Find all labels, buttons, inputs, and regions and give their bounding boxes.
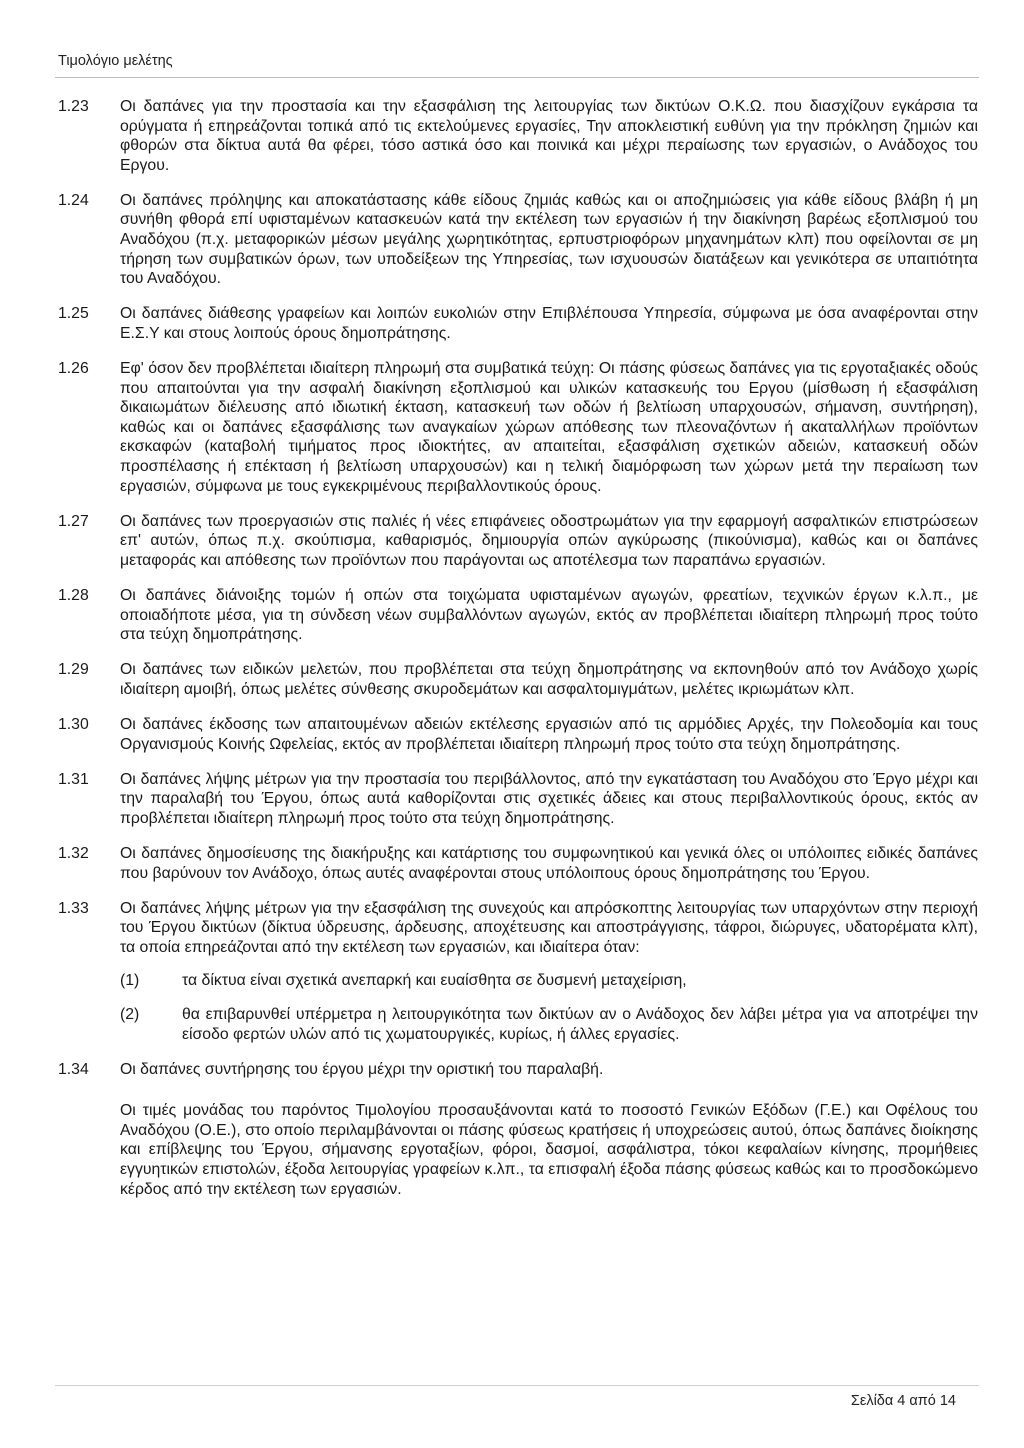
- item-text: Οι δαπάνες λήψης μέτρων για την προστασία του περιβάλλοντος, από την εγκατάσταση του Αναδόχου στο Έργο μέχρι και την παραλαβή του Έργου, όπως αυτά καθορίζονται στις σχετικές άδειες και στους περιβαλλοντικούς όρους, εκτός αν προβλέπεται ιδιαίτερη πληρωμή προς τούτο στα τεύχη δημοπράτησης.: [120, 770, 978, 827]
- item-text: Εφ' όσον δεν προβλέπεται ιδιαίτερη πληρωμή στα συμβατικά τεύχη: Οι πάσης φύσεως δαπάνες για τις εργοταξιακές οδούς που απαιτούνται για την ασφαλή διακίνηση εξοπλισμού και υλικών κατασκευής του Εργου (μίσθωση ή εξασφάλιση δικαιωμάτων διέλευσης από ιδιωτική έκταση, κατασκευή των οδών ή βελτίωση υπαρχουσών, σήμανση, συντήρηση), καθώς και οι δαπάνες εξασφάλισης των αναγκαίων χώρων απόθεσης των πλεοναζόντων ή ακαταλλήλων προϊόντων εκσκαφών (καταβολή τιμήματος προς ιδιοκτήτες, αν απαιτείται, εξασφάλιση σχετικών αδειών, κατασκευή οδών προσπέλασης ή επέκταση ή βελτίωση υπαρχουσών) και η τελική διαμόρφωση των χώρων μετά την περαίωση των εργασιών, σύμφωνα με τους εγκεκριμένους περιβαλλοντικούς όρους.: [120, 360, 978, 495]
- item-number: 1.25: [58, 305, 89, 323]
- item-number: 1.31: [58, 770, 89, 788]
- item-number: 1.33: [58, 899, 89, 917]
- item-text: Οι δαπάνες των ειδικών μελετών, που προβλέπεται στα τεύχη δημοπράτησης να εκπονηθούν από τον Ανάδοχο χωρίς ιδιαίτερη αμοιβή, όπως μελέτες σύνθεσης σκυροδεμάτων και ασφαλτομιγμάτων, μελέτες ικριωμάτων κλπ.: [120, 661, 978, 698]
- item-text: Οι δαπάνες συντήρησης του έργου μέχρι την οριστική του παραλαβή.: [120, 1060, 604, 1078]
- sub-item-number: (1): [120, 972, 140, 990]
- closing-paragraph: Οι τιμές μονάδας του παρόντος Τιμολογίου προσαυξάνονται κατά το ποσοστό Γενικών Εξόδων (Γ.Ε.) και Οφέλους του Αναδόχου (Ο.Ε.), στο οποίο περιλαμβάνονται οι πάσης φύσεως κρατήσεις ή υποχρεώσεις αυτού, όπως δαπάνες διοίκησης και επίβλεψης του Έργου, σήμανσης εργοταξίων, φόροι, δασμοί, ασφάλιστρα, τόκοι κεφαλαίων κίνησης, προμήθειες εγγυητικών επιστολών, έξοδα λειτουργίας γραφείων κ.λπ., τα επισφαλή έξοδα πάσης φύσεως καθώς και το προσδοκώμενο κέρδος από την εκτέλεση των εργασιών.: [120, 1102, 978, 1198]
- list-item: [58, 844, 978, 883]
- item-text: Οι δαπάνες δημοσίευσης της διακήρυξης και κατάρτισης του συμφωνητικού και γενικά όλες οι υπόλοιπες ειδικές δαπάνες που βαρύνουν τον Ανάδοχο, όπως αυτές αναφέρονται στους υπόλοιπους όρους δημοπράτησης του Έργου.: [120, 844, 978, 882]
- sub-item: [120, 1005, 978, 1044]
- list-item: [58, 97, 978, 175]
- list-item: [58, 512, 978, 571]
- header-divider: [55, 77, 979, 78]
- document-title: Τιμολόγιο μελέτης: [58, 53, 173, 69]
- item-number: 1.34: [58, 1060, 89, 1078]
- item-text-block: [120, 899, 978, 1045]
- item-number: 1.27: [58, 512, 89, 530]
- list-item: [58, 304, 978, 343]
- item-text: Οι δαπάνες για την προστασία και την εξασφάλιση της λειτουργίας των δικτύων Ο.Κ.Ω. που διασχίζουν εγκάρσια τα ορύγματα ή επηρεάζονται τοπικά από τις εκτελούμενες εργασίες, Την αποκλειστική ευθύνη για την πρόκληση ζημιών και φθορών στα δίκτυα αυτά θα φέρει, τόσο αστικά όσο και ποινικά και μέχρι περαίωσης των εργασιών, ο Ανάδοχος του Εργου.: [120, 98, 978, 174]
- item-text: Οι δαπάνες πρόληψης και αποκατάστασης κάθε είδους ζημιάς καθώς και οι αποζημιώσεις για κάθε είδους βλάβη ή μη συνήθη φθορά επί υφισταμένων κατασκευών κατά την εκτέλεση των εργασιών ή την διακίνηση βαρέως εξοπλισμού του Αναδόχου (π.χ. μεταφορικών μέσων μεγάλης χωρητικότητας, ερπυστριοφόρων μηχανημάτων κλπ) που οφείλονται σε μη τήρηση των συμβατικών όρων, των υποδείξεων της Υπηρεσίας, των ισχυουσών διατάξεων και γενικότερα σε υπαιτιότητα του Αναδόχου.: [120, 191, 978, 288]
- list-item: [58, 359, 978, 496]
- item-number: 1.28: [58, 586, 89, 604]
- list-item: [58, 660, 978, 699]
- item-text: Οι δαπάνες λήψης μέτρων για την εξασφάλιση της συνεχούς και απρόσκοπτης λειτουργίας των υπαρχόντων στην περιοχή του Έργου δικτύων (δίκτυα ύδρευσης, άρδευσης, αποχέτευσης και αποστράγγισης, τάφροι, διώρυγες, υδατορέματα κλπ), τα οποία επηρεάζονται από την εκτέλεση των εργασιών, και ιδιαίτερα όταν:: [120, 899, 978, 956]
- sub-item: [120, 971, 978, 991]
- page-number: Σελίδα 4 από 14: [850, 1393, 956, 1409]
- list-item: [58, 770, 978, 829]
- item-number: 1.32: [58, 844, 89, 862]
- footer-divider: [55, 1385, 979, 1386]
- document-body: [58, 97, 978, 1199]
- list-item: [58, 586, 978, 645]
- list-item: [58, 715, 978, 754]
- sub-item-text: τα δίκτυα είναι σχετικά ανεπαρκή και ευαίσθητα σε δυσμενή μεταχείριση,: [182, 972, 687, 990]
- list-item: [58, 899, 978, 1045]
- item-text: Οι δαπάνες των προεργασιών στις παλιές ή νέες επιφάνειες οδοστρωμάτων για την εφαρμογή ασφαλτικών επιστρώσεων επ' αυτών, όπως π.χ. σκούπισμα, καθαρισμός, δημιουργία οπών αγκύρωσης (πικούνισμα), καθώς και οι δαπάνες μεταφοράς και απόθεσης των προϊόντων που παράγονται ως αποτέλεσμα των παραπάνω εργασιών.: [120, 512, 978, 569]
- item-number: 1.23: [58, 98, 89, 115]
- item-number: 1.30: [58, 715, 89, 733]
- item-text: Οι δαπάνες έκδοσης των απαιτουμένων αδειών εκτέλεσης εργασιών από τις αρμόδιες Αρχές, την Πολεοδομία και τους Οργανισμούς Κοινής Ωφελείας, εκτός αν προβλέπεται ιδιαίτερη πληρωμή προς τούτο στα τεύχη δημοπράτησης.: [120, 715, 978, 753]
- sub-item-text: θα επιβαρυνθεί υπέρμετρα η λειτουργικότητα των δικτύων αν ο Ανάδοχος δεν λάβει μέτρα για να αποτρέψει την είσοδο φερτών υλών από τις χωματουργικές, κυρίως, ή άλλες εργασίες.: [182, 1005, 978, 1043]
- sub-item-number: (2): [120, 1005, 140, 1023]
- item-number: 1.24: [58, 191, 89, 209]
- list-item: [58, 191, 978, 289]
- item-number: 1.26: [58, 360, 89, 378]
- item-text: Οι δαπάνες διάθεσης γραφείων και λοιπών ευκολιών στην Επιβλέπουσα Υπηρεσία, σύμφωνα με όσα αναφέρονται στην Ε.Σ.Υ και στους λοιπούς όρους δημοπράτησης.: [120, 305, 978, 342]
- item-number: 1.29: [58, 661, 89, 679]
- item-text: Οι δαπάνες διάνοιξης τομών ή οπών στα τοιχώματα υφισταμένων αγωγών, φρεατίων, τεχνικών έργων κ.λ.π., με οποιαδήποτε μέσα, για τη σύνδεση νέων συμβαλλόντων αγωγών, εκτός αν προβλέπεται ιδιαίτερη πληρωμή προς τούτο στα τεύχη δημοπράτησης.: [120, 586, 978, 644]
- list-item: [58, 1060, 978, 1080]
